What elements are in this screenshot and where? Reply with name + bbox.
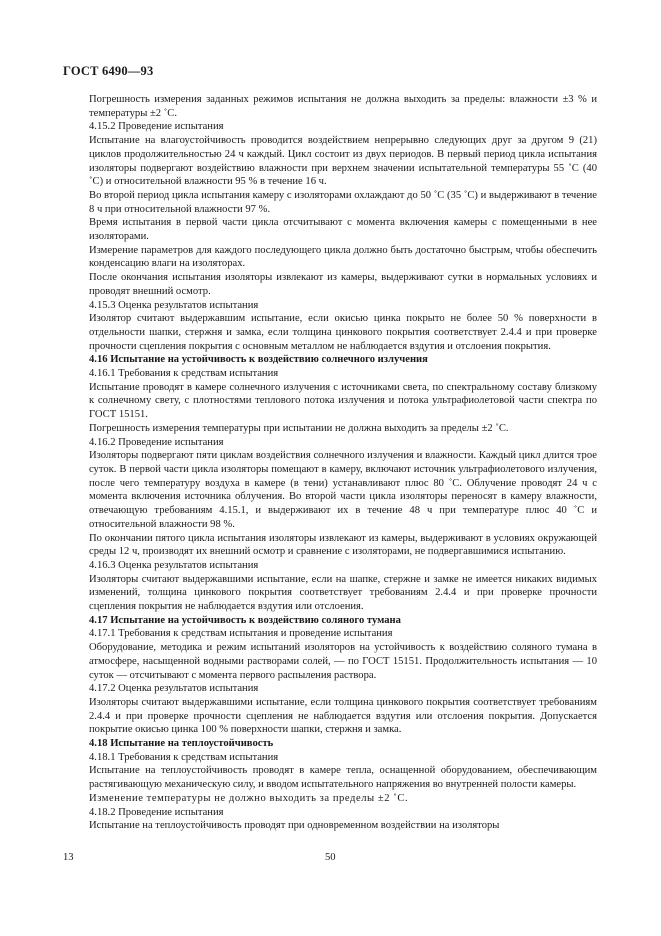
subsection-heading: 4.15.3 Оценка результатов испытания (89, 299, 259, 311)
page-number-left: 13 (63, 852, 74, 863)
paragraph: Погрешность измерения заданных режимов испытания не должна выходить за пределы: влажности ±3 % и температуры ±2 ˚С. (89, 94, 597, 119)
subsection-heading: 4.17.1 Требования к средствам испытания и проведение испытания (89, 628, 393, 640)
subsection-heading: 4.16.3 Оценка результатов испытания (89, 559, 259, 571)
body-text (89, 93, 597, 833)
paragraph: Испытание на влагоустойчивость проводится воздействием непрерывно следующих друг за другом 9 (21) циклов продолжительностью 24 ч каждый. Цикл состоит из двух периодов. В первый период цикла испытания изоляторы подвергают воздействию влажности при верхнем значении испытательной температуры 55 ˚С (40 ˚С) и относительной влажности 95 % в течение 16 ч. (89, 135, 597, 188)
subsection-heading: 4.17.2 Оценка результатов испытания (89, 683, 259, 695)
paragraph: Испытание проводят в камере солнечного излучения с источниками света, по спектральному составу близкому к солнечному свету, с плотностями теплового потока излучения и потока ультрафиолетовой части спектра по ГОСТ 15151. (89, 381, 597, 421)
subsection-heading: 4.18.1 Требования к средствам испытания (89, 751, 279, 763)
subsection-heading: 4.18.2 Проведение испытания (89, 806, 224, 818)
subsection-heading: 4.16.1 Требования к средствам испытания (89, 368, 279, 380)
paragraph: Изолятор считают выдержавшим испытание, если окисью цинка покрыто не более 50 % поверхности в отдельности шапки, стержня и замка, если толщина цинкового покрытия соответствует 2.4.4 и при проверке прочности сцепления покрытия с основным металлом не наблюдается вздутия и отслоения покрытия. (89, 313, 597, 352)
paragraph: Изоляторы подвергают пяти циклам воздействия солнечного излучения и влажности. Каждый цикл длится трое суток. В первой части цикла изоляторы помещают в камеру, включают источник ультрафиолетового излучения, после чего температуру воздуха в камере (в тени) устанавливают плюс 80 ˚С. Облучение проводят 24 ч с момента включения источника облучения. Во второй части цикла изоляторы переносят в камеру влажности, отвечающую требованиям 4.15.1, и выдерживают их в течение 48 ч при температуре плюс 40 ˚С и относительной влажности 98 %. (89, 450, 597, 530)
subsection-heading: 4.16.2 Проведение испытания (89, 436, 224, 448)
paragraph: После окончания испытания изоляторы извлекают из камеры, выдерживают сутки в нормальных условиях и проводят внешний осмотр. (89, 272, 597, 297)
paragraph: По окончании пятого цикла испытания изоляторы извлекают из камеры, выдерживают в условиях окружающей среды 12 ч, производят их внешний осмотр и сравнение с изоляторами, не подвергавшимися испытанию. (89, 532, 597, 558)
paragraph: Измерение параметров для каждого последующего цикла должно быть достаточно быстрым, чтобы обеспечить конденсацию влаги на изоляторах. (89, 244, 597, 270)
paragraph: Погрешность измерения температуры при испытании не должна выходить за пределы ±2 ˚С. (89, 422, 509, 434)
page-number-center: 50 (325, 852, 336, 863)
paragraph: Испытание на теплоустойчивость проводят в камере тепла, оснащенной оборудованием, обеспечивающим растягивающую механическую силу, и вводом испытательного напряжения во внутренней полости камеры. (89, 765, 597, 791)
paragraph: Изоляторы считают выдержавшими испытание, если толщина цинкового покрытия соответствует требованиям 2.4.4 и при проверке прочности сцепления не наблюдается вздутия или отслоения покрытия. Допускается покрытие окисью цинка 100 % поверхности шапки, стержня и замка. (89, 696, 597, 736)
paragraph: Изоляторы считают выдержавшими испытание, если на шапке, стержне и замке не имеется никаких видимых изменений, толщина цинкового покрытия соответствует требованиям 2.4.4 и при проверке прочности сцепления покрытия не наблюдается вздутия или отслоения. (89, 573, 597, 613)
paragraph: Испытание на теплоустойчивость проводят при одновременном воздействии на изоляторы (89, 820, 500, 832)
paragraph: Время испытания в первой части цикла отсчитывают с момента включения камеры с помещенными в нее изоляторами. (89, 217, 597, 243)
paragraph: Изменение температуры не должно выходить за пределы ±2 ˚С. (89, 792, 409, 804)
section-heading: 4.16 Испытание на устойчивость к воздействию солнечного излучения (89, 354, 428, 366)
section-heading: 4.18 Испытание на теплоустойчивость (89, 738, 274, 750)
paragraph: Во второй период цикла испытания камеру с изоляторами охлаждают до 50 ˚С (35 ˚С) и выдерживают в течение 8 ч при относительной влажности 97 %. (89, 189, 597, 215)
subsection-heading: 4.15.2 Проведение испытания (89, 121, 224, 133)
section-heading: 4.17 Испытание на устойчивость к воздействию соляного тумана (89, 614, 401, 626)
page-header: ГОСТ 6490—93 (63, 64, 154, 78)
paragraph: Оборудование, методика и режим испытаний изоляторов на устойчивость к воздействию соляного тумана в атмосфере, насыщенной водными растворами солей, — по ГОСТ 15151. Продолжительность испытания — 10 суток — отсчитывают с момента первого распыления раствора. (89, 642, 597, 681)
